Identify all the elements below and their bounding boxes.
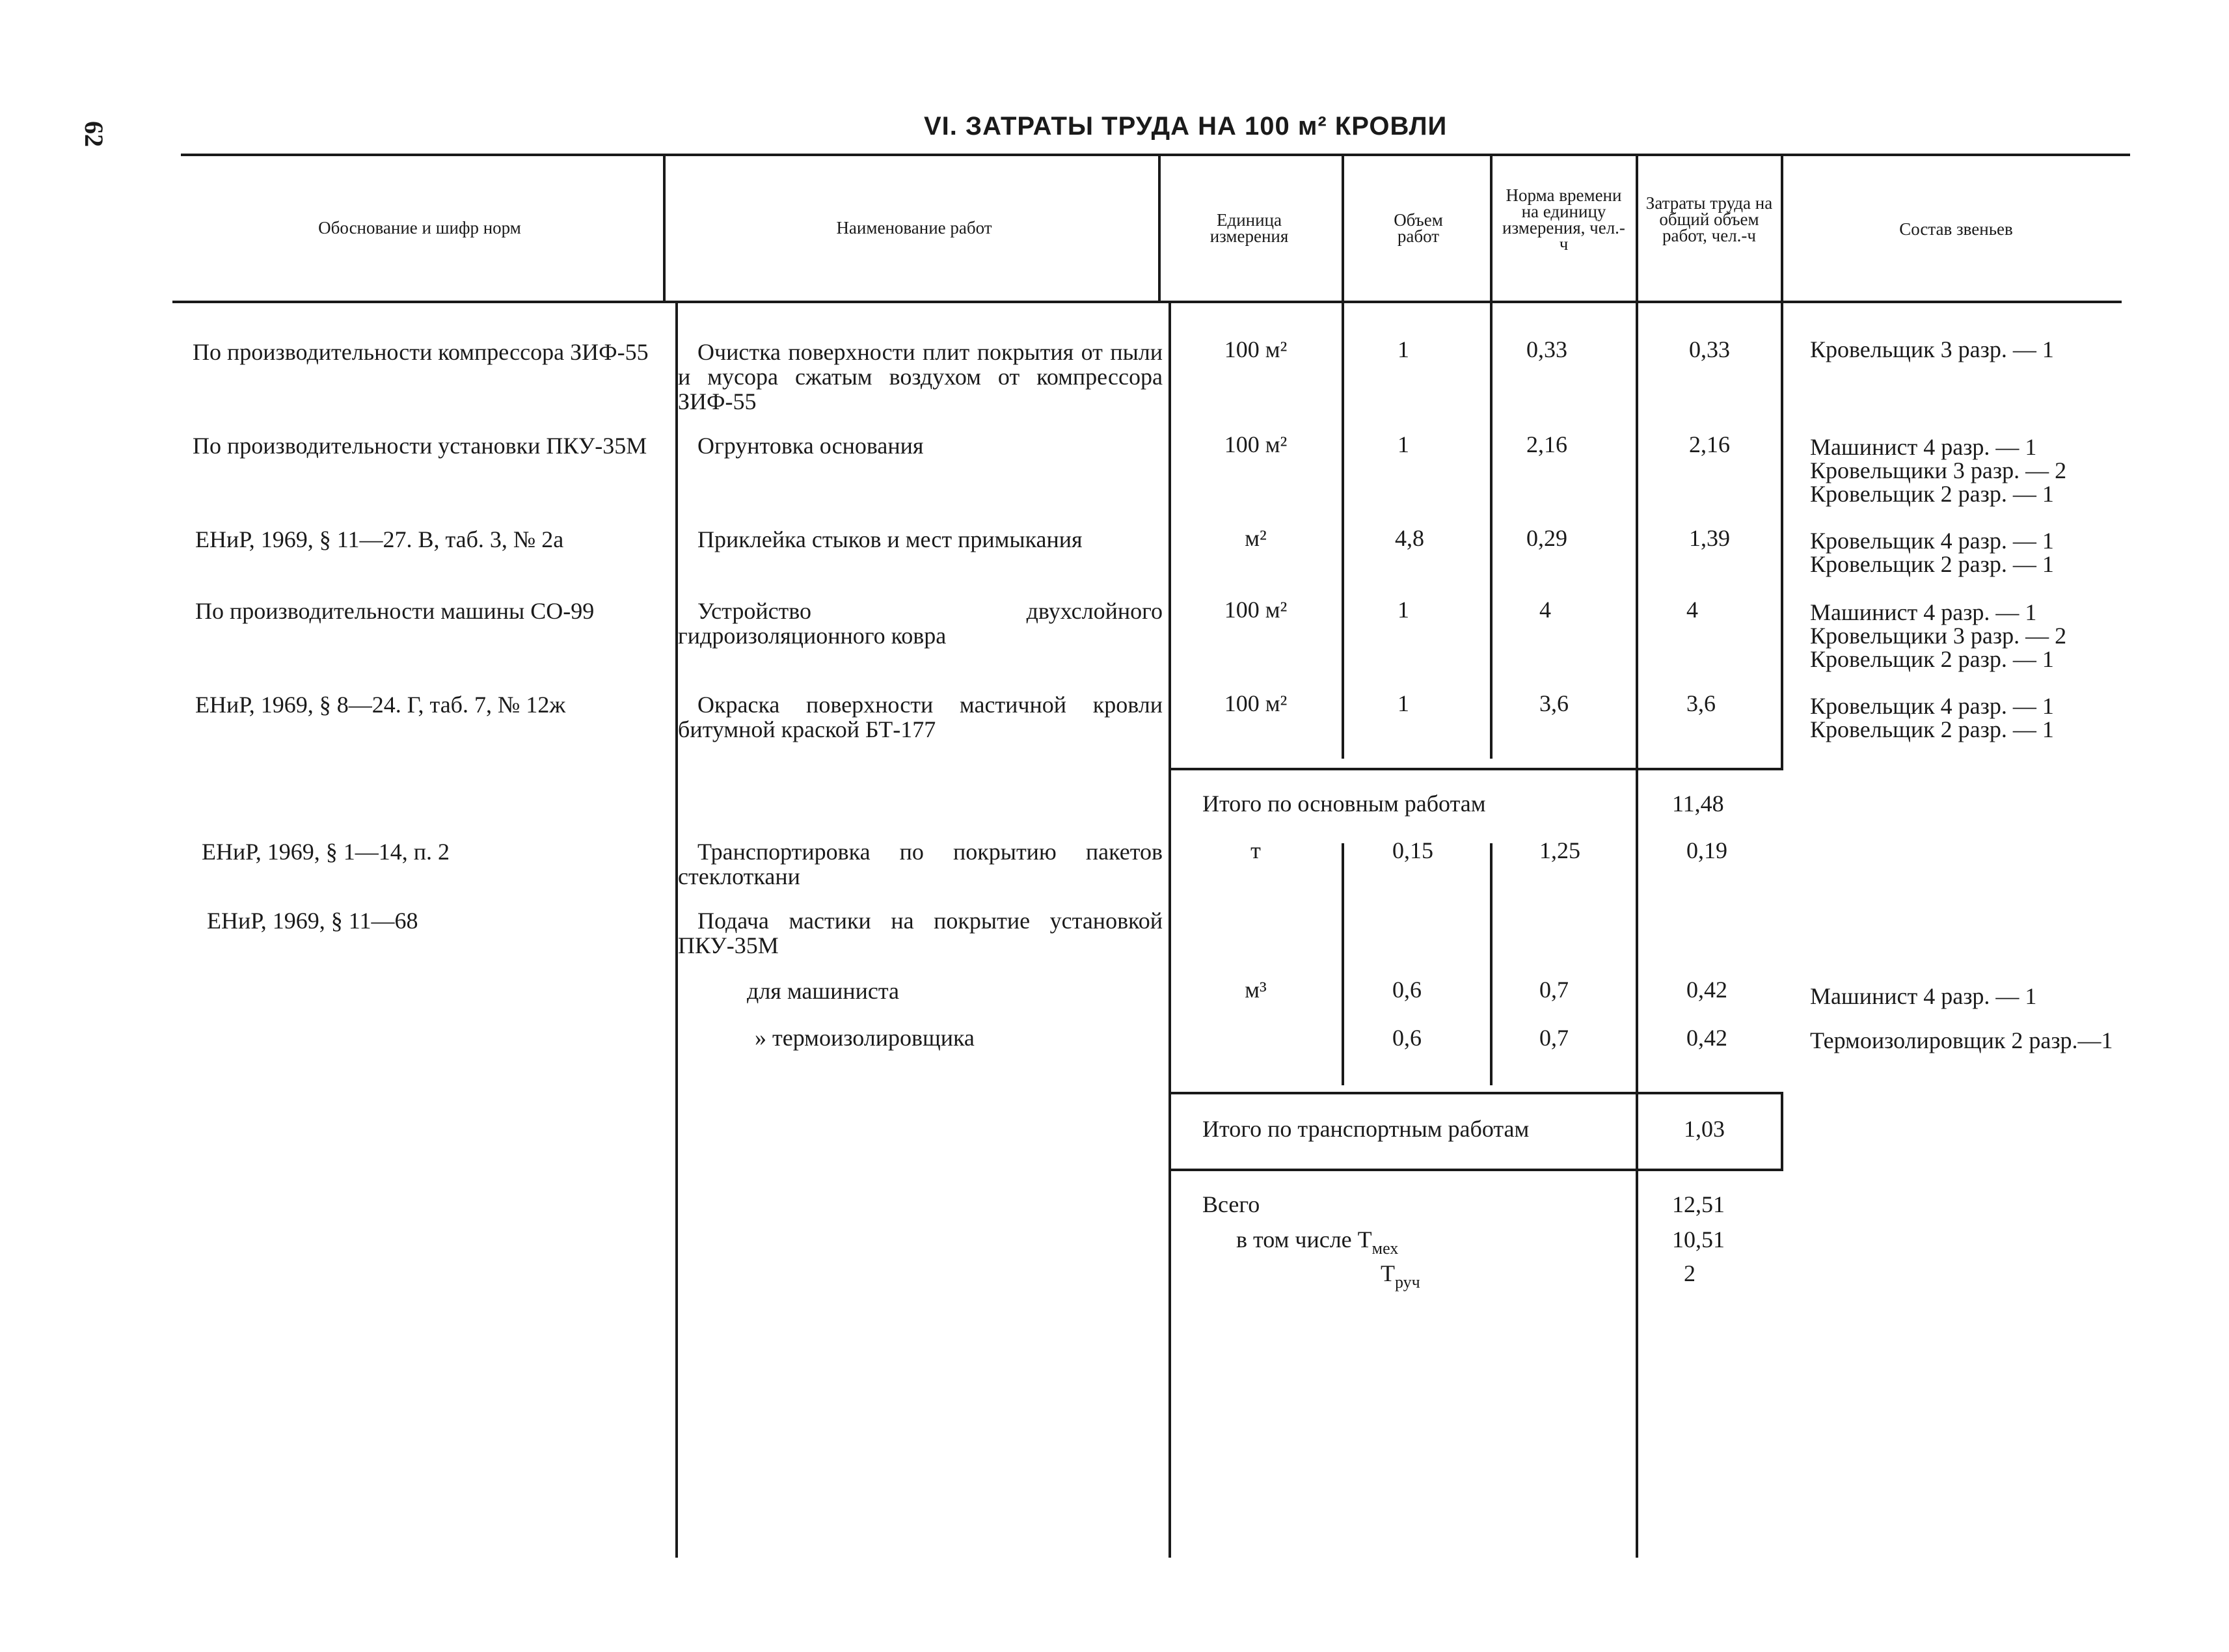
col-divider xyxy=(1342,156,1344,301)
basis-cell: По производительности машины СО-99 xyxy=(195,598,595,624)
col-divider xyxy=(1342,303,1344,759)
table-top-rule xyxy=(181,154,2130,156)
crew-cell: Кровельщики 3 разр. — 2 xyxy=(1810,623,2067,649)
norm-cell: 1,25 xyxy=(1539,837,1580,863)
total-mech-value: 10,51 xyxy=(1672,1226,1725,1253)
header-basis: Обоснование и шифр норм xyxy=(318,218,521,237)
volume-cell: 1 xyxy=(1398,336,1409,362)
col-divider xyxy=(1169,303,1171,1558)
subtotal-rule xyxy=(1169,768,1783,770)
header-bottom-rule xyxy=(172,301,2122,303)
norm-cell: 3,6 xyxy=(1539,690,1569,716)
crew-cell: Кровельщик 2 разр. — 1 xyxy=(1810,646,2054,672)
unit-cell: м² xyxy=(1245,525,1267,551)
subtotal-transport-value: 1,03 xyxy=(1684,1116,1725,1142)
total-value: 12,51 xyxy=(1672,1191,1725,1217)
col-divider xyxy=(1490,156,1493,301)
header-unit: Единица измерения xyxy=(1209,210,1289,246)
crew-cell: Кровельщик 4 разр. — 1 xyxy=(1810,693,2054,719)
work-cell: Подача мастики на покрытие установкой ПКУ-35М xyxy=(678,908,1163,958)
total-manual-label xyxy=(1381,1260,1420,1292)
labor-cell: 4 xyxy=(1686,597,1698,623)
total-manual-subscript: руч xyxy=(1395,1273,1420,1292)
crew-cell: Кровельщик 3 разр. — 1 xyxy=(1810,336,2054,362)
work-cell: Устройство двухслойного гидроизоляционного ковра xyxy=(678,598,1163,649)
header-volume: Объем работ xyxy=(1394,210,1443,246)
volume-cell: 1 xyxy=(1398,431,1409,457)
labor-cell: 0,33 xyxy=(1689,336,1730,362)
work-subitem: » термоизолировщика xyxy=(755,1025,975,1051)
crew-cell: Термоизолировщик 2 разр.—1 xyxy=(1810,1027,2113,1053)
crew-cell: Кровельщики 3 разр. — 2 xyxy=(1810,457,2067,483)
unit-cell: т xyxy=(1250,837,1261,863)
total-manual-value: 2 xyxy=(1684,1260,1695,1286)
work-cell: Приклейка стыков и мест примыкания xyxy=(697,526,1083,552)
work-subitem: для машиниста xyxy=(747,978,899,1004)
page-title: VI. ЗАТРАТЫ ТРУДА НА 100 м² КРОВЛИ xyxy=(924,112,1448,141)
subtotal-main-value: 11,48 xyxy=(1672,791,1724,817)
norm-cell: 0,7 xyxy=(1539,1025,1569,1051)
crew-cell: Кровельщик 2 разр. — 1 xyxy=(1810,716,2054,742)
volume-cell: 1 xyxy=(1398,597,1409,623)
col-divider xyxy=(1781,156,1783,301)
subtotal-transport-label: Итого по транспортным работам xyxy=(1202,1116,1530,1142)
labor-cell: 0,42 xyxy=(1686,1025,1727,1051)
col-divider xyxy=(1781,303,1783,770)
volume-cell: 4,8 xyxy=(1395,525,1424,551)
header-labor: Затраты труда на общий объем работ, чел.-ч xyxy=(1645,193,1773,245)
col-divider xyxy=(663,156,666,301)
unit-cell: 100 м² xyxy=(1224,690,1288,716)
col-divider xyxy=(1490,843,1493,1085)
basis-cell: ЕНиР, 1969, § 8—24. Г, таб. 7, № 12ж xyxy=(195,692,566,718)
basis-cell: По производительности установки ПКУ-35М xyxy=(193,433,647,459)
work-cell: Транспортировка по покрытию пакетов стеклоткани xyxy=(678,839,1163,889)
labor-cell: 2,16 xyxy=(1689,431,1730,457)
col-divider xyxy=(1636,303,1638,1558)
unit-cell: м³ xyxy=(1245,977,1267,1003)
subtotal-main-label: Итого по основным работам xyxy=(1202,791,1486,817)
total-mech-text: в том числе Т xyxy=(1236,1226,1372,1253)
crew-cell: Машинист 4 разр. — 1 xyxy=(1810,599,2037,625)
crew-cell: Машинист 4 разр. — 1 xyxy=(1810,434,2037,460)
labor-cell: 3,6 xyxy=(1686,690,1716,716)
crew-cell: Машинист 4 разр. — 1 xyxy=(1810,983,2037,1009)
norm-cell: 0,7 xyxy=(1539,977,1569,1003)
labor-cell: 0,19 xyxy=(1686,837,1727,863)
norm-cell: 0,29 xyxy=(1526,525,1567,551)
col-divider xyxy=(1342,843,1344,1085)
col-divider xyxy=(1158,156,1161,301)
header-work: Наименование работ xyxy=(836,218,992,237)
crew-cell: Кровельщик 2 разр. — 1 xyxy=(1810,551,2054,577)
labor-cell: 1,39 xyxy=(1689,525,1730,551)
volume-cell: 0,6 xyxy=(1392,977,1422,1003)
col-divider xyxy=(1490,303,1493,759)
work-cell: Огрунтовка основания xyxy=(697,433,924,459)
header-norm: Норма времени на единицу измерения, чел.-ч xyxy=(1502,185,1625,254)
crew-cell: Кровельщик 2 разр. — 1 xyxy=(1810,481,2054,507)
unit-cell: 100 м² xyxy=(1224,431,1288,457)
norm-cell: 2,16 xyxy=(1526,431,1567,457)
page-number: 62 xyxy=(79,121,109,147)
volume-cell: 0,15 xyxy=(1392,837,1433,863)
subtotal-rule xyxy=(1169,1092,1783,1094)
header-crew: Состав звеньев xyxy=(1899,219,2013,239)
work-cell: Окраска поверхности мастичной кровли битумной краской БТ-177 xyxy=(678,692,1163,742)
volume-cell: 0,6 xyxy=(1392,1025,1422,1051)
basis-cell: По производительности компрессора ЗИФ-55 xyxy=(193,339,649,365)
basis-cell: ЕНиР, 1969, § 1—14, п. 2 xyxy=(202,839,450,865)
basis-cell: ЕНиР, 1969, § 11—68 xyxy=(207,908,418,934)
work-cell: Очистка поверхности плит покрытия от пыли и мусора сжатым воздухом от компрессора ЗИФ-55 xyxy=(678,339,1163,414)
total-mech-subscript: мех xyxy=(1371,1239,1399,1258)
labor-cell: 0,42 xyxy=(1686,977,1727,1003)
total-mech-label xyxy=(1236,1226,1399,1258)
col-divider xyxy=(1781,1094,1783,1169)
crew-cell: Кровельщик 4 разр. — 1 xyxy=(1810,528,2054,554)
volume-cell: 1 xyxy=(1398,690,1409,716)
unit-cell: 100 м² xyxy=(1224,597,1288,623)
norm-cell: 0,33 xyxy=(1526,336,1567,362)
total-label: Всего xyxy=(1202,1191,1260,1217)
total-manual-text: Т xyxy=(1381,1260,1395,1286)
basis-cell: ЕНиР, 1969, § 11—27. В, таб. 3, № 2а xyxy=(195,526,564,552)
norm-cell: 4 xyxy=(1539,597,1551,623)
unit-cell: 100 м² xyxy=(1224,336,1288,362)
subtotal-rule xyxy=(1169,1169,1783,1171)
